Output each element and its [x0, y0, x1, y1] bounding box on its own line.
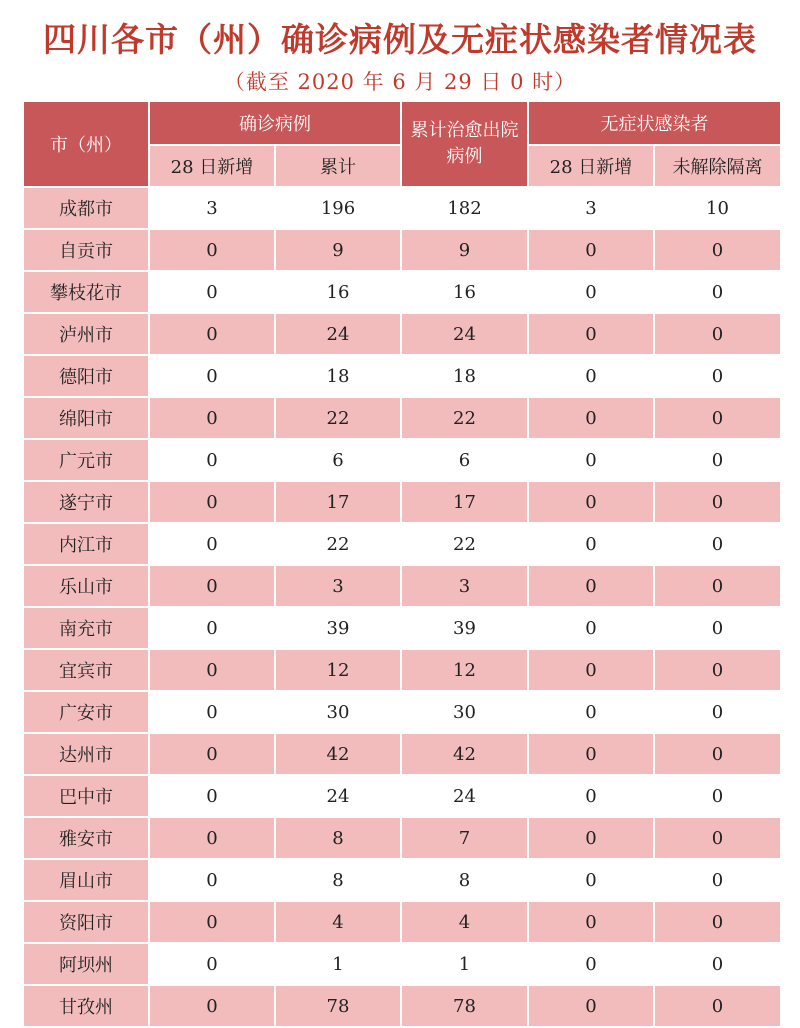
cell-confirmed-new: 0	[149, 439, 275, 481]
cell-asymptomatic-new: 0	[528, 439, 654, 481]
cell-confirmed-new: 0	[149, 607, 275, 649]
cell-asymptomatic-new: 0	[528, 355, 654, 397]
cell-confirmed-total: 196	[275, 187, 401, 229]
cell-discharged: 1	[401, 943, 528, 985]
cell-confirmed-total: 22	[275, 397, 401, 439]
table-row	[23, 313, 781, 355]
cell-asymptomatic-new: 0	[528, 565, 654, 607]
cell-confirmed-new: 0	[149, 733, 275, 775]
cell-confirmed-new: 0	[149, 523, 275, 565]
cell-confirmed-total: 9	[275, 229, 401, 271]
cell-asymptomatic-new: 0	[528, 775, 654, 817]
cell-asymptomatic-new: 0	[528, 733, 654, 775]
cell-confirmed-total: 17	[275, 481, 401, 523]
cell-confirmed-total: 4	[275, 901, 401, 943]
cell-discharged: 78	[401, 985, 528, 1027]
cell-asymptomatic-isolation: 0	[654, 523, 781, 565]
cell-confirmed-new: 0	[149, 397, 275, 439]
cell-asymptomatic-isolation: 0	[654, 649, 781, 691]
cell-confirmed-total: 3	[275, 565, 401, 607]
cell-asymptomatic-isolation: 0	[654, 229, 781, 271]
header-asymptomatic-group: 无症状感染者	[528, 101, 781, 145]
cell-city: 遂宁市	[23, 481, 149, 523]
cell-asymptomatic-new: 0	[528, 397, 654, 439]
cell-confirmed-new: 0	[149, 691, 275, 733]
cell-asymptomatic-isolation: 0	[654, 397, 781, 439]
cell-asymptomatic-isolation: 0	[654, 691, 781, 733]
cell-discharged: 18	[401, 355, 528, 397]
header-discharged-text: 累计治愈出院病例	[410, 120, 519, 167]
cell-confirmed-total: 12	[275, 649, 401, 691]
cell-asymptomatic-isolation: 0	[654, 901, 781, 943]
header-city: 市（州）	[23, 101, 149, 187]
cell-discharged: 4	[401, 901, 528, 943]
cell-discharged: 30	[401, 691, 528, 733]
cell-confirmed-total: 39	[275, 607, 401, 649]
table-row	[23, 229, 781, 271]
header-confirmed-new: 28 日新增	[149, 145, 275, 187]
cell-asymptomatic-isolation: 0	[654, 943, 781, 985]
cell-discharged: 12	[401, 649, 528, 691]
cell-asymptomatic-isolation: 0	[654, 733, 781, 775]
cell-asymptomatic-new: 0	[528, 817, 654, 859]
cell-confirmed-total: 8	[275, 817, 401, 859]
cell-city: 广元市	[23, 439, 149, 481]
cell-asymptomatic-isolation: 0	[654, 859, 781, 901]
cell-asymptomatic-isolation: 0	[654, 481, 781, 523]
cell-asymptomatic-isolation: 0	[654, 313, 781, 355]
cell-city: 宜宾市	[23, 649, 149, 691]
cell-city: 阿坝州	[23, 943, 149, 985]
table-row	[23, 859, 781, 901]
cell-asymptomatic-new: 3	[528, 187, 654, 229]
cell-discharged: 16	[401, 271, 528, 313]
cell-asymptomatic-isolation: 0	[654, 985, 781, 1027]
cell-asymptomatic-isolation: 0	[654, 439, 781, 481]
cases-table	[22, 100, 782, 1028]
cell-discharged: 182	[401, 187, 528, 229]
cell-discharged: 22	[401, 523, 528, 565]
table-row	[23, 397, 781, 439]
cell-asymptomatic-new: 0	[528, 229, 654, 271]
cell-city: 巴中市	[23, 775, 149, 817]
cell-city: 德阳市	[23, 355, 149, 397]
cell-confirmed-new: 0	[149, 859, 275, 901]
table-row	[23, 817, 781, 859]
header-confirmed-group: 确诊病例	[149, 101, 401, 145]
cell-confirmed-new: 0	[149, 775, 275, 817]
cell-asymptomatic-new: 0	[528, 649, 654, 691]
cell-city: 资阳市	[23, 901, 149, 943]
cell-asymptomatic-isolation: 0	[654, 565, 781, 607]
cell-confirmed-total: 1	[275, 943, 401, 985]
cell-confirmed-new: 0	[149, 901, 275, 943]
cell-asymptomatic-new: 0	[528, 943, 654, 985]
cell-city: 甘孜州	[23, 985, 149, 1027]
cell-asymptomatic-isolation: 0	[654, 607, 781, 649]
table-row	[23, 649, 781, 691]
cell-confirmed-total: 24	[275, 313, 401, 355]
cell-discharged: 24	[401, 313, 528, 355]
cell-discharged: 17	[401, 481, 528, 523]
cell-discharged: 7	[401, 817, 528, 859]
header-asymptomatic-isolation: 未解除隔离	[654, 145, 781, 187]
cell-asymptomatic-isolation: 0	[654, 775, 781, 817]
cell-city: 绵阳市	[23, 397, 149, 439]
cell-confirmed-new: 0	[149, 943, 275, 985]
table-row	[23, 355, 781, 397]
cell-discharged: 39	[401, 607, 528, 649]
cell-discharged: 42	[401, 733, 528, 775]
cell-confirmed-new: 0	[149, 649, 275, 691]
table-row	[23, 607, 781, 649]
document-title: 四川各市（州）确诊病例及无症状感染者情况表	[43, 20, 757, 59]
table-row	[23, 901, 781, 943]
cell-city: 内江市	[23, 523, 149, 565]
document-subtitle: （截至 2020 年 6 月 29 日 0 时）	[223, 70, 577, 94]
cell-city: 乐山市	[23, 565, 149, 607]
cell-discharged: 3	[401, 565, 528, 607]
cell-confirmed-total: 6	[275, 439, 401, 481]
cell-city: 雅安市	[23, 817, 149, 859]
table-row	[23, 943, 781, 985]
header-asymptomatic-new: 28 日新增	[528, 145, 654, 187]
table-row	[23, 691, 781, 733]
cell-confirmed-new: 0	[149, 271, 275, 313]
table-row	[23, 481, 781, 523]
cell-city: 自贡市	[23, 229, 149, 271]
table-row	[23, 187, 781, 229]
cell-confirmed-new: 0	[149, 229, 275, 271]
cell-asymptomatic-new: 0	[528, 607, 654, 649]
cell-asymptomatic-isolation: 0	[654, 271, 781, 313]
cell-asymptomatic-isolation: 0	[654, 355, 781, 397]
header-confirmed-total: 累计	[275, 145, 401, 187]
cell-confirmed-new: 0	[149, 481, 275, 523]
table-row	[23, 523, 781, 565]
table-body	[23, 187, 781, 1027]
cell-confirmed-new: 0	[149, 355, 275, 397]
table-row	[23, 565, 781, 607]
cell-city: 攀枝花市	[23, 271, 149, 313]
cell-confirmed-total: 78	[275, 985, 401, 1027]
cell-confirmed-new: 0	[149, 985, 275, 1027]
cell-confirmed-total: 16	[275, 271, 401, 313]
cell-asymptomatic-new: 0	[528, 523, 654, 565]
cell-city: 泸州市	[23, 313, 149, 355]
cell-city: 眉山市	[23, 859, 149, 901]
cell-discharged: 8	[401, 859, 528, 901]
cell-confirmed-total: 30	[275, 691, 401, 733]
cell-asymptomatic-new: 0	[528, 859, 654, 901]
cell-confirmed-new: 3	[149, 187, 275, 229]
cell-confirmed-new: 0	[149, 313, 275, 355]
cell-confirmed-total: 42	[275, 733, 401, 775]
cell-asymptomatic-new: 0	[528, 985, 654, 1027]
cell-asymptomatic-isolation: 0	[654, 817, 781, 859]
cell-asymptomatic-new: 0	[528, 901, 654, 943]
cell-confirmed-new: 0	[149, 817, 275, 859]
cell-asymptomatic-isolation: 10	[654, 187, 781, 229]
cell-discharged: 24	[401, 775, 528, 817]
header-discharged	[401, 101, 528, 187]
cell-confirmed-total: 18	[275, 355, 401, 397]
cell-confirmed-total: 24	[275, 775, 401, 817]
cell-discharged: 22	[401, 397, 528, 439]
table-row	[23, 733, 781, 775]
cell-discharged: 9	[401, 229, 528, 271]
cell-confirmed-new: 0	[149, 565, 275, 607]
cell-city: 达州市	[23, 733, 149, 775]
cell-city: 南充市	[23, 607, 149, 649]
cell-confirmed-total: 22	[275, 523, 401, 565]
cell-asymptomatic-new: 0	[528, 271, 654, 313]
cell-asymptomatic-new: 0	[528, 313, 654, 355]
cell-confirmed-total: 8	[275, 859, 401, 901]
cell-city: 广安市	[23, 691, 149, 733]
cell-city: 成都市	[23, 187, 149, 229]
cell-asymptomatic-new: 0	[528, 691, 654, 733]
table-row	[23, 985, 781, 1027]
cell-asymptomatic-new: 0	[528, 481, 654, 523]
cell-discharged: 6	[401, 439, 528, 481]
table-row	[23, 439, 781, 481]
table-row	[23, 271, 781, 313]
table-row	[23, 775, 781, 817]
